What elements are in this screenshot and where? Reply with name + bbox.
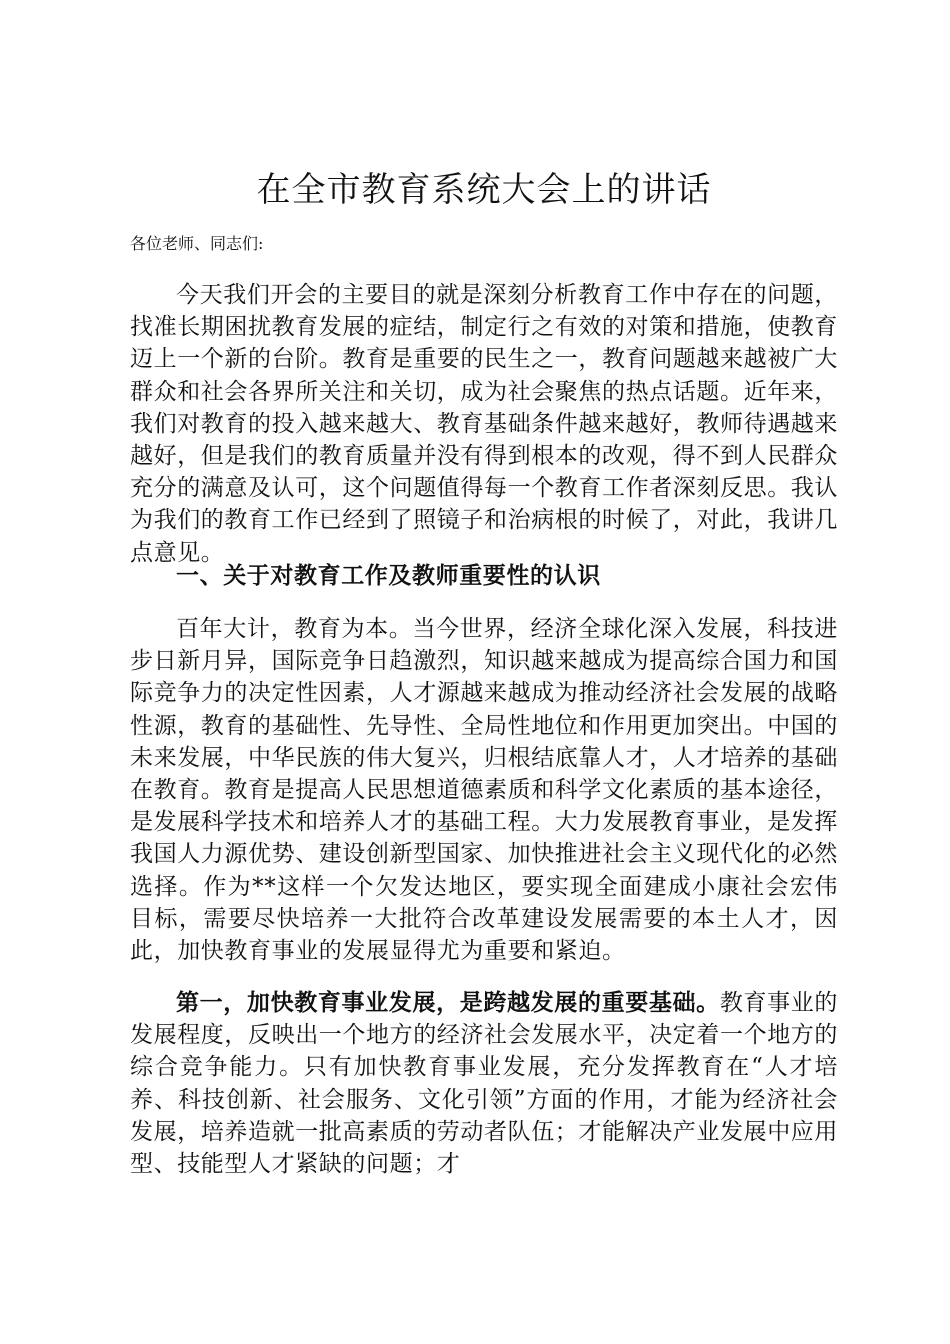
paragraph-introduction: 今天我们开会的主要目的就是深刻分析教育工作中存在的问题，找准长期困扰教育发展的症结，制定行之有效的对策和措施，使教育迈上一个新的台阶。教育是重要的民生之一，教育问题越来越被广大群众和社会各界所关注和关切，成为社会聚焦的热点话题。近年来，我们对教育的投入越来越大、教育基础条件越来越好，教师待遇越来越好，但是我们的教育质量并没有得到根本的改观，得不到人民群众充分的满意及认可，这个问题值得每一个教育工作者深刻反思。我认为我们的教育工作已经到了照镜子和治病根的时候了，对此，我讲几点意见。 (130, 282, 838, 566)
salutation: 各位老师、同志们: (130, 234, 264, 253)
paragraph-importance: 百年大计，教育为本。当今世界，经济全球化深入发展，科技进步日新月异，国际竞争日趋激烈，知识越来越成为提高综合国力和国际竞争力的决定性因素，人才源越来越成为推动经济社会发展的战略性源，教育的基础性、先导性、全局性地位和作用更加突出。中国的未来发展，中华民族的伟大复兴，归根结底靠人才，人才培养的基础在教育。教育是提高人民思想道德素质和科学文化素质的基本途径，是发展科学技术和培养人才的基础工程。大力发展教育事业，是发挥我国人力源优势、建设创新型国家、加快推进社会主义现代化的必然选择。作为**这样一个欠发达地区，要实现全面建成小康社会宏伟目标，需要尽快培养一大批符合改革建设发展需要的本土人才，因此，加快教育事业的发展显得尤为重要和紧迫。 (130, 616, 838, 965)
paragraph-first-point (130, 987, 838, 1180)
paragraph-body-text: 教育事业的发展程度，反映出一个地方的经济社会发展水平，决定着一个地方的综合竞争能力。只有加快教育事业发展，充分发挥教育在“人才培养、科技创新、社会服务、文化引领”方面的作用，才能为经济社会发展，培养造就一批高素质的劳动者队伍；才能解决产业发展中应用型、技能型人才紧缺的问题；才 (130, 990, 838, 1178)
section-heading-1: 一、关于对教育工作及教师重要性的认识 (176, 562, 601, 589)
document-title: 在全市教育系统大会上的讲话 (256, 170, 712, 210)
paragraph-lead-sentence: 第一，加快教育事业发展，是跨越发展的重要基础。 (176, 989, 720, 1016)
